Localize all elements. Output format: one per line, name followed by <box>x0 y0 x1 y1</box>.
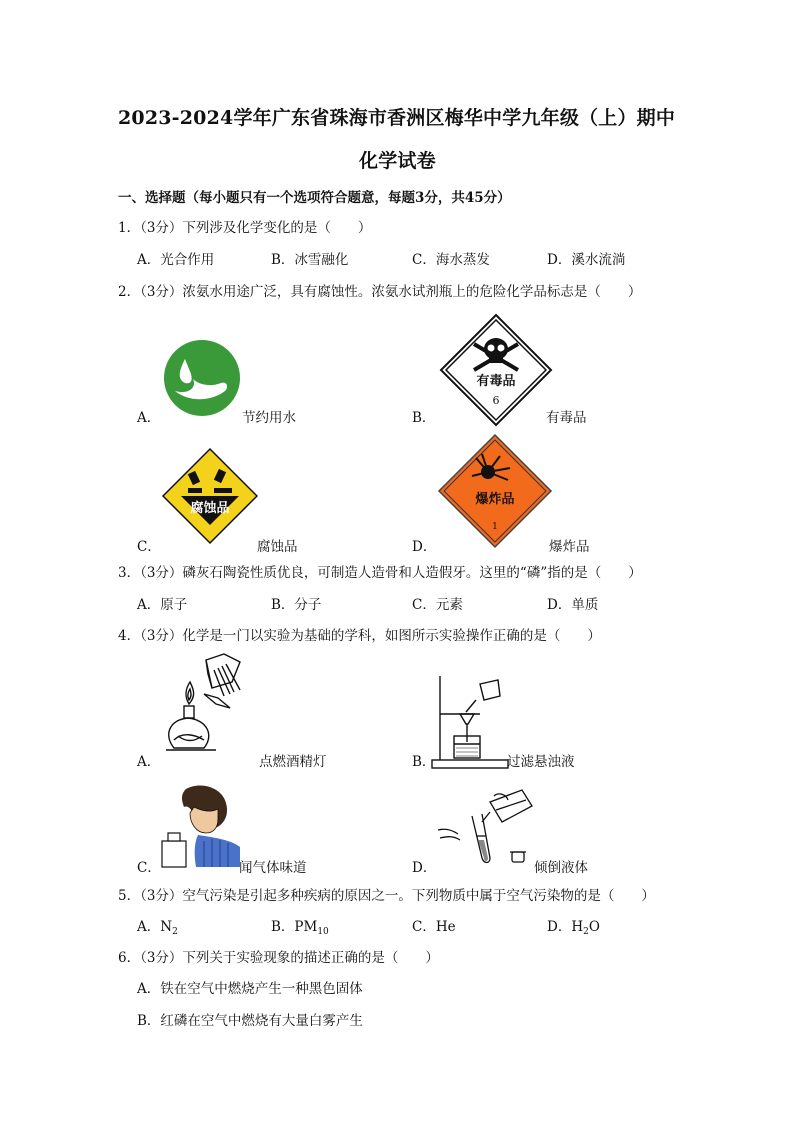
q5-option-a-subscript: 2 <box>172 927 178 937</box>
q5-option-b-text: B．PM <box>271 919 318 935</box>
q5-option-c-text: C．He <box>412 919 456 935</box>
smelling-gas-illustration <box>160 783 240 867</box>
toxic-sign-text: 有毒品 <box>476 374 516 389</box>
alcohol-lamp-lighting-illustration <box>160 652 270 764</box>
q2-option-c-letter[interactable]: C． <box>137 539 161 555</box>
corrosive-hazard-sign-icon <box>162 448 258 544</box>
q5-option-a-text: A．N <box>137 919 173 935</box>
toxic-sign-number: 6 <box>492 394 500 407</box>
q5-option-d-suffix: O <box>588 919 600 935</box>
q4-option-d-caption: 倾倒液体 <box>534 860 588 876</box>
q4-option-b-letter[interactable]: B． <box>412 754 436 770</box>
explosive-sign-text: 爆炸品 <box>475 492 515 507</box>
q5-option-d-text: D．H <box>547 919 584 935</box>
q5-option-c[interactable] <box>412 915 456 935</box>
water-saving-sign-icon <box>163 339 241 417</box>
q2-option-b-letter[interactable]: B． <box>412 410 436 426</box>
filtration-apparatus-illustration <box>430 676 510 770</box>
exam-title-line2: 化学试卷 <box>359 150 436 172</box>
q6-option-b[interactable]: B．红磷在空气中燃烧有大量白雾产生 <box>137 1013 363 1029</box>
q3-option-a[interactable]: A．原子 <box>137 597 188 613</box>
q2-option-a-caption: 节约用水 <box>242 410 296 426</box>
q5-option-d[interactable] <box>547 915 600 937</box>
q4-option-d-letter[interactable]: D． <box>412 860 437 876</box>
q2-option-d-letter[interactable]: D． <box>412 539 437 555</box>
section-heading: 一、选择题（每小题只有一个选项符合题意，每题3分，共45分） <box>118 190 511 206</box>
q1-option-a[interactable]: A．光合作用 <box>137 252 215 268</box>
question-2-stem: 2．（3分）浓氨水用途广泛，具有腐蚀性。浓氨水试剂瓶上的危险化学品标志是（ ） <box>118 284 642 300</box>
explosive-hazard-sign-icon <box>438 434 552 548</box>
q3-option-d[interactable]: D．单质 <box>547 597 599 613</box>
question-3-stem: 3．（3分）磷灰石陶瓷性质优良，可制造人造骨和人造假牙。这里的“磷”指的是（ ） <box>118 565 642 581</box>
q2-option-a-letter[interactable]: A． <box>137 410 161 426</box>
q1-option-b[interactable]: B．冰雪融化 <box>271 252 349 268</box>
toxic-hazard-sign-icon <box>440 314 552 426</box>
q2-option-b-caption: 有毒品 <box>546 410 587 426</box>
q3-option-c[interactable]: C．元素 <box>412 597 463 613</box>
question-5-stem: 5．（3分）空气污染是引起多种疾病的原因之一。下列物质中属于空气污染物的是（ ） <box>118 888 655 904</box>
exam-title-line1: 2023-2024学年广东省珠海市香洲区梅华中学九年级（上）期中 <box>118 107 676 129</box>
q4-option-c-letter[interactable]: C． <box>137 860 161 876</box>
q3-option-b[interactable]: B．分子 <box>271 597 322 613</box>
q5-option-a[interactable] <box>137 915 178 937</box>
q5-option-b-subscript: 10 <box>317 927 329 937</box>
q6-option-a[interactable]: A．铁在空气中燃烧产生一种黑色固体 <box>137 981 363 997</box>
q4-option-b-caption: 过滤悬浊液 <box>507 754 575 770</box>
question-1-stem: 1．（3分）下列涉及化学变化的是（ ） <box>118 220 372 236</box>
q2-option-c-caption: 腐蚀品 <box>257 539 298 555</box>
q4-option-c-caption: 闻气体味道 <box>239 860 307 876</box>
q4-option-a-caption: 点燃酒精灯 <box>259 754 327 770</box>
q5-option-d-subscript: 2 <box>583 927 589 937</box>
q2-option-d-caption: 爆炸品 <box>549 539 590 555</box>
q1-option-d[interactable]: D．溪水流淌 <box>547 252 626 268</box>
q4-option-a-letter[interactable]: A． <box>137 754 161 770</box>
pouring-liquid-illustration <box>436 788 536 868</box>
corrosive-sign-text: 腐蚀品 <box>190 501 230 516</box>
q1-option-c[interactable]: C．海水蒸发 <box>412 252 490 268</box>
question-6-stem: 6．（3分）下列关于实验现象的描述正确的是（ ） <box>118 950 439 966</box>
q5-option-b[interactable] <box>271 915 329 937</box>
explosive-sign-number: 1 <box>492 522 498 532</box>
question-4-stem: 4．（3分）化学是一门以实验为基础的学科，如图所示实验操作正确的是（ ） <box>118 628 601 644</box>
